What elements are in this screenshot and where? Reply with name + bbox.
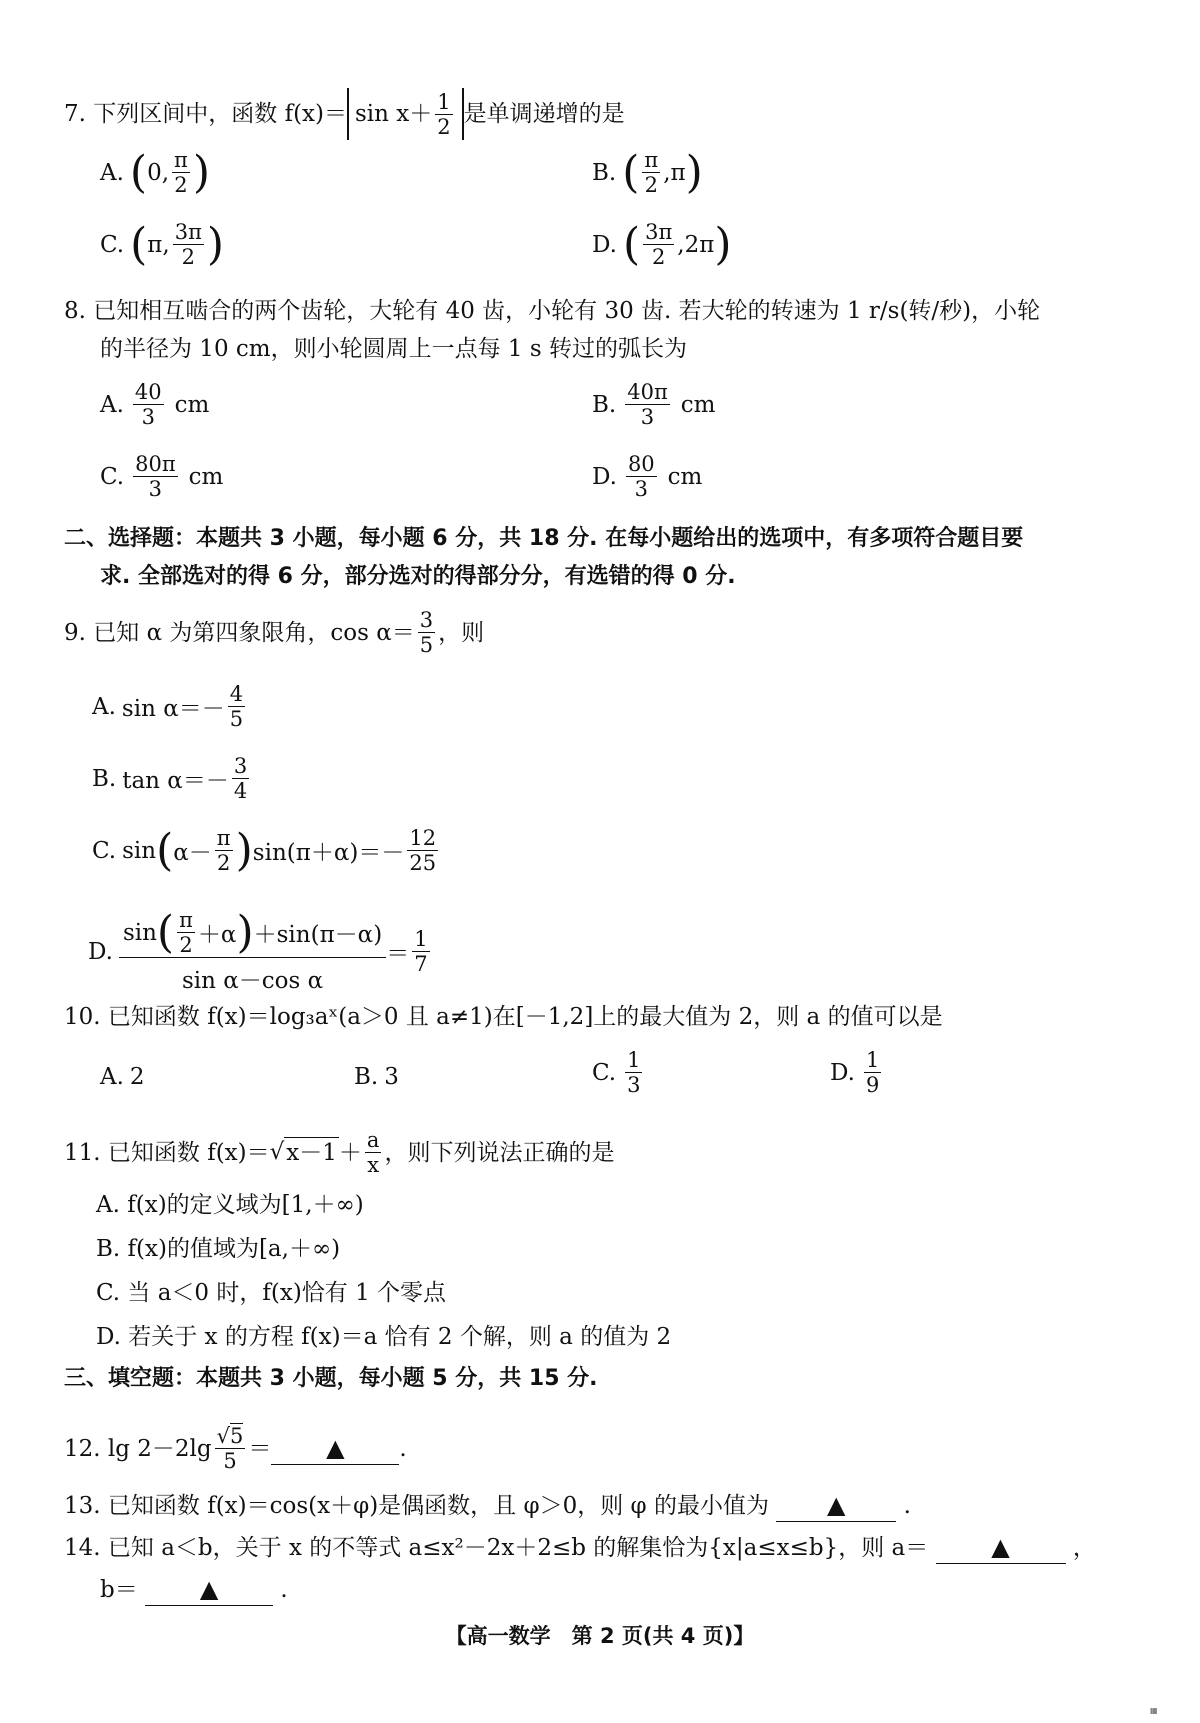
triangle-icon: ▲ — [326, 1433, 345, 1462]
q11-option-c[interactable]: C. 当 a＜0 时，f(x)恰有 1 个零点 — [96, 1280, 447, 1306]
absolute-value: sin x＋ $\frac{1}{2}$ — [347, 88, 464, 140]
q8-option-b[interactable]: B. $\frac{40\pi}{3}$ cm — [592, 380, 716, 429]
answer-blank-14a[interactable] — [936, 1532, 1066, 1564]
page-footer: 【高一数学 第 2 页(共 4 页)】 — [445, 1624, 755, 1648]
answer-blank-12[interactable] — [271, 1433, 399, 1465]
q10-option-c[interactable]: C. $\frac{1}{3}$ — [592, 1048, 641, 1097]
big-fraction: sin ( $\frac{\pi}{2}$ ＋α ) ＋sin(π－α) sin α－cos α — [119, 908, 386, 995]
q7-option-b[interactable]: B. ( $\frac{\pi}{2}$ ,π ) — [592, 146, 703, 198]
q9-option-a[interactable]: A. sin α＝－ $\frac{4}{5}$ — [92, 682, 244, 731]
q7-option-d[interactable]: D. ( $\frac{3\pi}{2}$ ,2π ) — [592, 218, 732, 270]
question-11-stem: 11. 已知函数 f(x)＝ √ x－1 ＋ $\frac{a}{x}$ ，则下列说法正确的是 — [64, 1128, 615, 1177]
q9-option-b[interactable]: B. tan α＝－ $\frac{3}{4}$ — [92, 754, 248, 803]
question-14: 14. 已知 a＜b，关于 x 的不等式 a≤x²－2x＋2≤b 的解集恰为{x|a≤x≤b}，则 a＝ ▲ ， b＝ ▲ . — [64, 1532, 1096, 1606]
q9-option-c[interactable]: C. sin ( α－ $\frac{\pi}{2}$ ) sin(π＋α)＝－ $\frac{12}{25}$ — [92, 824, 437, 876]
q7-option-a[interactable]: A. ( 0, $\frac{\pi}{2}$ ) — [100, 146, 211, 198]
qr-code-icon: ▦ — [1150, 1706, 1158, 1715]
question-8-stem: 8. 已知相互啮合的两个齿轮，大轮有 40 齿，小轮有 30 齿. 若大轮的转速为 1 r/s(转/秒)，小轮 的半径为 10 cm，则小轮圆周上一点每 1 s 转过的弧长为 — [64, 298, 1041, 362]
sqrt-expression: √ x－1 — [269, 1139, 337, 1166]
question-9-stem: 9. 已知 α 为第四象限角，cos α＝ $\frac{3}{5}$ ，则 — [64, 608, 485, 657]
q10-option-b[interactable]: B. 3 — [354, 1064, 399, 1090]
q10-option-a[interactable]: A. 2 — [100, 1064, 145, 1090]
q11-option-a[interactable]: A. f(x)的定义域为[1,＋∞) — [96, 1192, 364, 1218]
q9-option-d[interactable]: D. sin ( $\frac{\pi}{2}$ ＋α ) ＋sin(π－α) sin α－cos α ＝ $\frac{1}{7}$ — [88, 906, 428, 994]
question-10-stem: 10. 已知函数 f(x)＝log₃aˣ(a＞0 且 a≠1)在[－1,2]上的最大值为 2，则 a 的值可以是 — [64, 1004, 943, 1030]
triangle-icon: ▲ — [827, 1491, 846, 1519]
q8-option-c[interactable]: C. $\frac{80\pi}{3}$ cm — [100, 452, 224, 501]
section-2-header: 二、选择题：本题共 3 小题，每小题 6 分，共 18 分. 在每小题给出的选项中，有多项符合题目要 求. 全部选对的得 6 分，部分选对的得部分分，有选错的得 0 分. — [64, 526, 1024, 589]
q10-option-d[interactable]: D. $\frac{1}{9}$ — [830, 1048, 880, 1097]
answer-blank-14b[interactable] — [145, 1574, 273, 1606]
question-7-stem: 7. 下列区间中，函数 f(x)＝ sin x＋ $\frac{1}{2}$ 是单调递增的是 — [64, 89, 625, 139]
answer-blank-13[interactable] — [776, 1490, 896, 1522]
q11-option-d[interactable]: D. 若关于 x 的方程 f(x)＝a 恰有 2 个解，则 a 的值为 2 — [96, 1324, 672, 1350]
question-12: 12. lg 2－2lg $\frac{√5}{5}$ ＝ ▲ . — [64, 1424, 407, 1473]
q7-option-c[interactable]: C. ( π, $\frac{3\pi}{2}$ ) — [100, 218, 225, 270]
q8-option-d[interactable]: D. $\frac{80}{3}$ cm — [592, 452, 703, 501]
q8-option-a[interactable]: A. $\frac{40}{3}$ cm — [100, 380, 210, 429]
section-3-header: 三、填空题：本题共 3 小题，每小题 5 分，共 15 分. — [64, 1366, 598, 1391]
triangle-icon: ▲ — [199, 1575, 219, 1603]
triangle-icon: ▲ — [991, 1533, 1010, 1561]
q11-option-b[interactable]: B. f(x)的值域为[a,＋∞) — [96, 1236, 341, 1262]
question-13: 13. 已知函数 f(x)＝cos(x＋φ)是偶函数，且 φ＞0，则 φ 的最小值为 ▲ . — [64, 1490, 911, 1522]
